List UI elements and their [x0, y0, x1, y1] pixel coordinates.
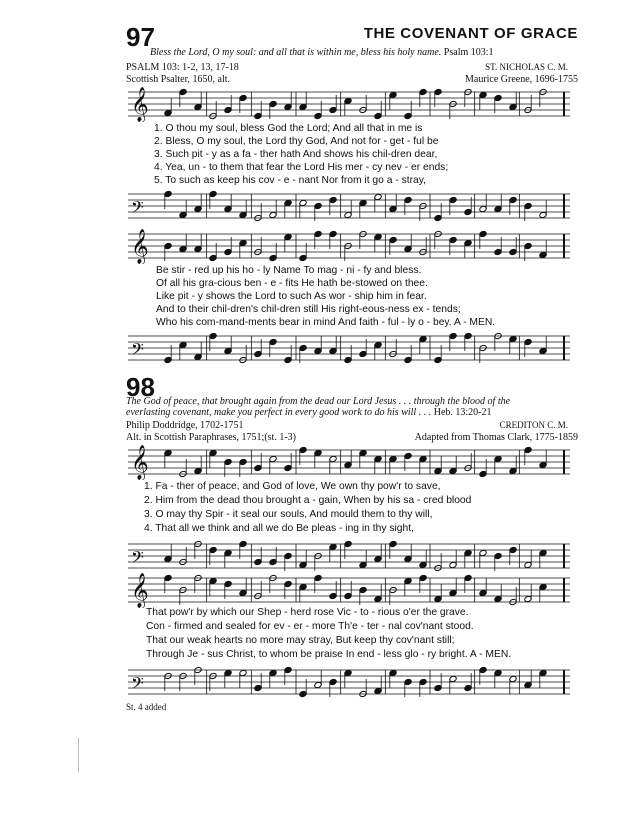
bass-clef-icon: 𝄢	[131, 197, 144, 221]
treble-clef-icon: 𝄞	[131, 229, 149, 264]
hymn98-system2-lyrics	[146, 607, 511, 663]
hymn98-system1-treble-staff	[128, 444, 578, 480]
section-title: THE COVENANT OF GRACE	[363, 25, 578, 42]
epigraph-text: Bless the Lord, O my soul: and all that is within me, bless his holy name.	[150, 47, 442, 58]
lyric-line: 3. O may thy Spir - it seal our souls, And mould them to thy will,	[144, 509, 433, 520]
lyric-line: 4. Yea, un - to them that fear the Lord His mer - cy nev - er ends;	[154, 162, 449, 173]
epigraph-ref: Heb. 13:20-21	[433, 407, 492, 418]
hymn98-system1-bass-staff	[128, 538, 578, 574]
hymn97-system1-lyrics	[154, 123, 448, 188]
lyric-line: Who his com-mand-ments bear in mind And faith - ful - ly o - bey. A - MEN.	[156, 317, 496, 328]
hymn97-composer: Maurice Greene, 1696-1755	[464, 74, 578, 85]
lyric-line: That our weak hearts no more may stray, But keep thy cov'nant still;	[146, 635, 455, 646]
hymn-number-98: 98	[126, 372, 155, 402]
hymn97-system2-treble-staff	[128, 228, 578, 264]
lyric-line: 3. Such pit - y as a fa - ther hath And shows his chil-dren dear,	[154, 149, 438, 160]
lyric-line: Con - firmed and sealed for ev - er - more Th'e - ter - nal cov'nant stood.	[146, 621, 474, 632]
treble-clef-icon: 𝄞	[131, 573, 149, 608]
hymn98-system1-lyrics	[144, 481, 471, 537]
hymn98-text-author: Philip Doddridge, 1702-1751	[126, 420, 244, 431]
hymn97-tune-name: ST. NICHOLAS C. M.	[485, 62, 568, 72]
lyric-line: Of all his gra-cious ben - e - fits He hath be-stowed on thee.	[156, 278, 428, 289]
hymn97-system2-bass-staff	[128, 330, 578, 366]
bass-clef-icon: 𝄢	[131, 339, 144, 363]
lyric-line: And to their chil-dren's chil-dren still His right-eous-ness ex - tends;	[156, 304, 461, 315]
hymn98-epigraph	[126, 396, 550, 418]
hymn97-system1-treble-staff	[128, 86, 578, 122]
lyric-line: 5. To such as keep his cov - e - nant Nor from it go a - stray,	[154, 175, 427, 186]
bass-clef-icon: 𝄢	[131, 673, 144, 697]
treble-clef-icon: 𝄞	[131, 445, 149, 480]
hymn97-text-author: Scottish Psalter, 1650, alt.	[126, 74, 231, 85]
hymn97-epigraph	[150, 47, 494, 58]
hymn97-system1-bass-staff	[128, 188, 578, 224]
bass-clef-icon: 𝄢	[131, 547, 144, 571]
hymn97-text-source: PSALM 103: 1-2, 13, 17-18	[126, 62, 239, 73]
page-edge-mark	[78, 738, 79, 772]
hymn98-text-alt: Alt. in Scottish Paraphrases, 1751;(st. 1-3)	[126, 432, 296, 443]
lyric-line: 1. O thou my soul, bless God the Lord; And all that in me is	[154, 123, 423, 134]
hymn98-tune-name: CREDITON C. M.	[499, 420, 568, 430]
epigraph-text: The God of peace, that brought again from the dead our Lord Jesus . . . through the blood of the everlasting covenant, make you perfect in every good work to do his will . . .	[126, 396, 511, 418]
footnote: St. 4 added	[126, 702, 167, 712]
hymn-number-97: 97	[126, 22, 155, 52]
epigraph-ref: Psalm 103:1	[443, 47, 494, 58]
lyric-line: 1. Fa - ther of peace, and God of love, We own thy pow'r to save,	[144, 481, 441, 492]
hymn98-system2-bass-staff	[128, 664, 578, 700]
lyric-line: That pow'r by which our Shep - herd rose Vic - to - rious o'er the grave.	[146, 607, 469, 618]
lyric-line: Like pit - y shows the Lord to such As wor - ship him in fear.	[156, 291, 427, 302]
lyric-line: 2. Him from the dead thou brought a - gain, When by his sa - cred blood	[144, 495, 472, 506]
treble-clef-icon: 𝄞	[131, 87, 149, 122]
lyric-line: 4. That all we think and all we do Be pleas - ing in thy sight,	[144, 523, 414, 534]
lyric-line: Be stir - red up his ho - ly Name To mag - ni - fy and bless.	[156, 265, 422, 276]
hymn98-composer: Adapted from Thomas Clark, 1775-1859	[414, 432, 578, 443]
lyric-line: Through Je - sus Christ, to whom be praise In end - less glo - ry bright. A - MEN.	[146, 649, 512, 660]
lyric-line: 2. Bless, O my soul, the Lord thy God, And not for - get - ful be	[154, 136, 439, 147]
hymn98-system2-treble-staff	[128, 572, 578, 608]
hymn97-system2-lyrics	[156, 265, 495, 330]
